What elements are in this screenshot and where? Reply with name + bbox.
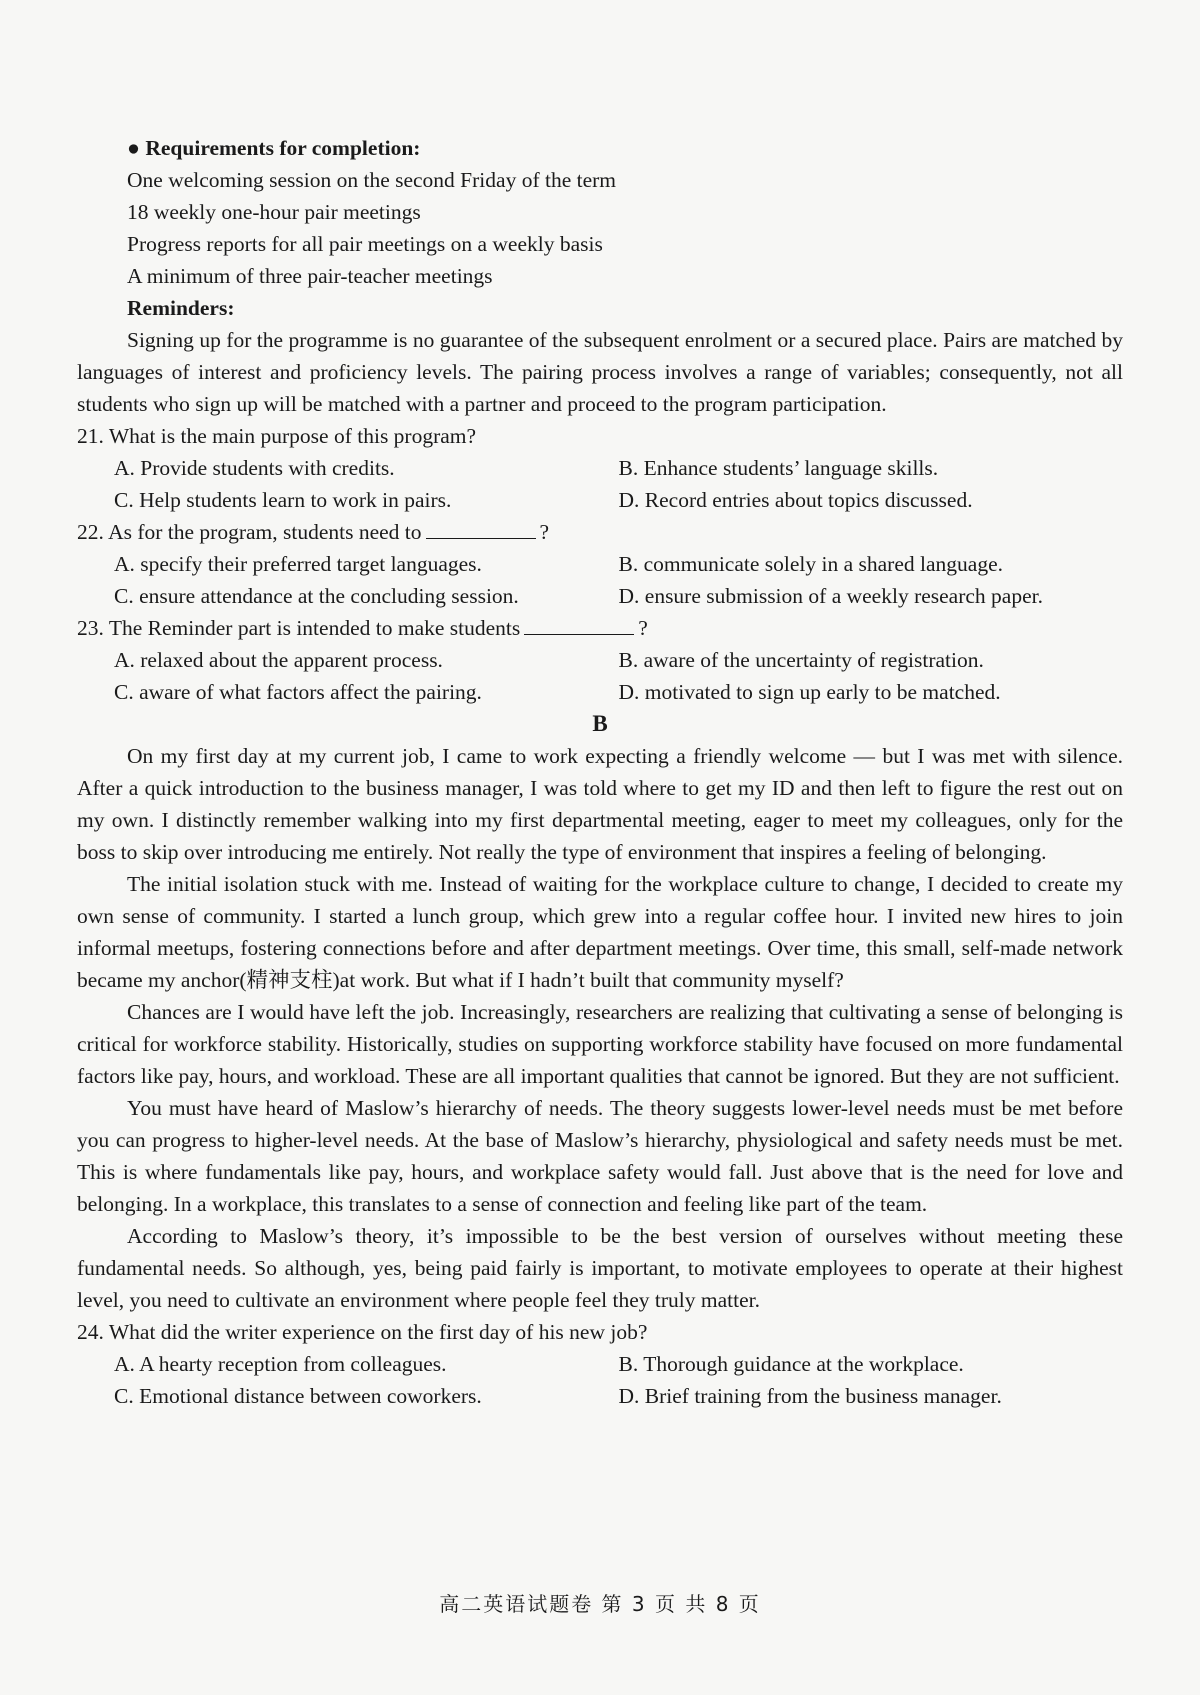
reminders-paragraph: Signing up for the programme is no guarantee of the subsequent enrolment or a secured place. Pairs are matched by languages of interest and proficiency levels. The pairing process involves a range of variables; consequently, not all students who sign up will be matched with a partner and proceed to the program participation. [77,328,1123,416]
exam-page [77,132,1123,1412]
question-22-options-row-1 [77,548,1123,580]
question-24-options-row-2 [77,1380,1123,1412]
passage-paragraph: The initial isolation stuck with me. Instead of waiting for the workplace culture to change, I decided to create my own sense of community. I started a lunch group, which grew into a regular coffee hour. I invited new hires to join informal meetups, fostering connections before and after department meetings. Over time, this small, self-made network became my anchor(精神支柱)at work. But what if I hadn’t built that community myself? [77,872,1123,992]
option-d[interactable]: D. motivated to sign up early to be matched. [618,680,1001,704]
requirement-item: 18 weekly one-hour pair meetings [127,200,421,224]
page-footer: 高二英语试题卷 第 3 页 共 8 页 [439,1592,761,1616]
passage-paragraph: On my first day at my current job, I came to work expecting a friendly welcome — but I was met with silence. After a quick introduction to the business manager, I was told where to get my ID and then left to figure the rest out on my own. I distinctly remember walking into my first departmental meeting, eager to meet my colleagues, only for the boss to skip over introducing me entirely. Not really the type of environment that inspires a feeling of belonging. [77,744,1123,864]
passage-paragraph: According to Maslow’s theory, it’s impossible to be the best version of ourselves without meeting these fundamental needs. So although, yes, being paid fairly is important, to motivate employees to operate at their highest level, you need to cultivate an environment where people feel they truly matter. [77,1224,1123,1312]
question-24-options-row-1 [77,1348,1123,1380]
question-mark: ? [539,520,550,544]
option-a[interactable]: A. specify their preferred target languages. [114,552,482,576]
option-a[interactable]: A. relaxed about the apparent process. [114,648,443,672]
question-23-stem-text: 23. The Reminder part is intended to make students [77,616,521,640]
requirement-item: One welcoming session on the second Friday of the term [127,168,617,192]
option-d[interactable]: D. ensure submission of a weekly research paper. [618,584,1043,608]
question-22-stem-text: 22. As for the program, students need to [77,520,422,544]
requirement-item: A minimum of three pair-teacher meetings [127,264,493,288]
question-23-options-row-2 [77,676,1123,708]
question-21-stem: 21. What is the main purpose of this program? [77,424,477,448]
option-c[interactable]: C. Emotional distance between coworkers. [114,1384,482,1408]
question-23-options-row-1 [77,644,1123,676]
passage-paragraph: Chances are I would have left the job. Increasingly, researchers are realizing that cultivating a sense of belonging is critical for workforce stability. Historically, studies on supporting workforce stability have focused on more fundamental factors like pay, hours, and workload. These are all important qualities that cannot be ignored. But they are not sufficient. [77,1000,1123,1088]
option-b[interactable]: B. Enhance students’ language skills. [618,456,939,480]
answer-blank [426,518,536,539]
requirements-heading: ● Requirements for completion: [127,136,421,160]
option-d[interactable]: D. Brief training from the business manager. [618,1384,1002,1408]
option-a[interactable]: A. Provide students with credits. [114,456,395,480]
option-b[interactable]: B. communicate solely in a shared language. [618,552,1003,576]
option-c[interactable]: C. aware of what factors affect the pairing. [114,680,482,704]
passage-paragraph: You must have heard of Maslow’s hierarchy of needs. The theory suggests lower-level needs must be met before you can progress to higher-level needs. At the base of Maslow’s hierarchy, physiological and safety needs must be met. This is where fundamentals like pay, hours, and workplace safety would fall. Just above that is the need for love and belonging. In a workplace, this translates to a sense of connection and feeling like part of the team. [77,1096,1123,1216]
question-24-stem: 24. What did the writer experience on the first day of his new job? [77,1320,648,1344]
requirement-item: Progress reports for all pair meetings on a weekly basis [127,232,603,256]
option-b[interactable]: B. Thorough guidance at the workplace. [618,1352,964,1376]
question-23-stem [77,612,1123,644]
question-22-stem [77,516,1123,548]
option-a[interactable]: A. A hearty reception from colleagues. [114,1352,447,1376]
question-21-options-row-2 [77,484,1123,516]
option-d[interactable]: D. Record entries about topics discussed. [618,488,973,512]
question-mark: ? [638,616,648,640]
section-b-title: B [592,711,608,736]
question-22-options-row-2 [77,580,1123,612]
answer-blank [524,614,634,635]
option-c[interactable]: C. Help students learn to work in pairs. [114,488,452,512]
option-c[interactable]: C. ensure attendance at the concluding session. [114,584,519,608]
option-b[interactable]: B. aware of the uncertainty of registration. [618,648,984,672]
reminders-heading: Reminders: [127,296,235,320]
question-21-options-row-1 [77,452,1123,484]
